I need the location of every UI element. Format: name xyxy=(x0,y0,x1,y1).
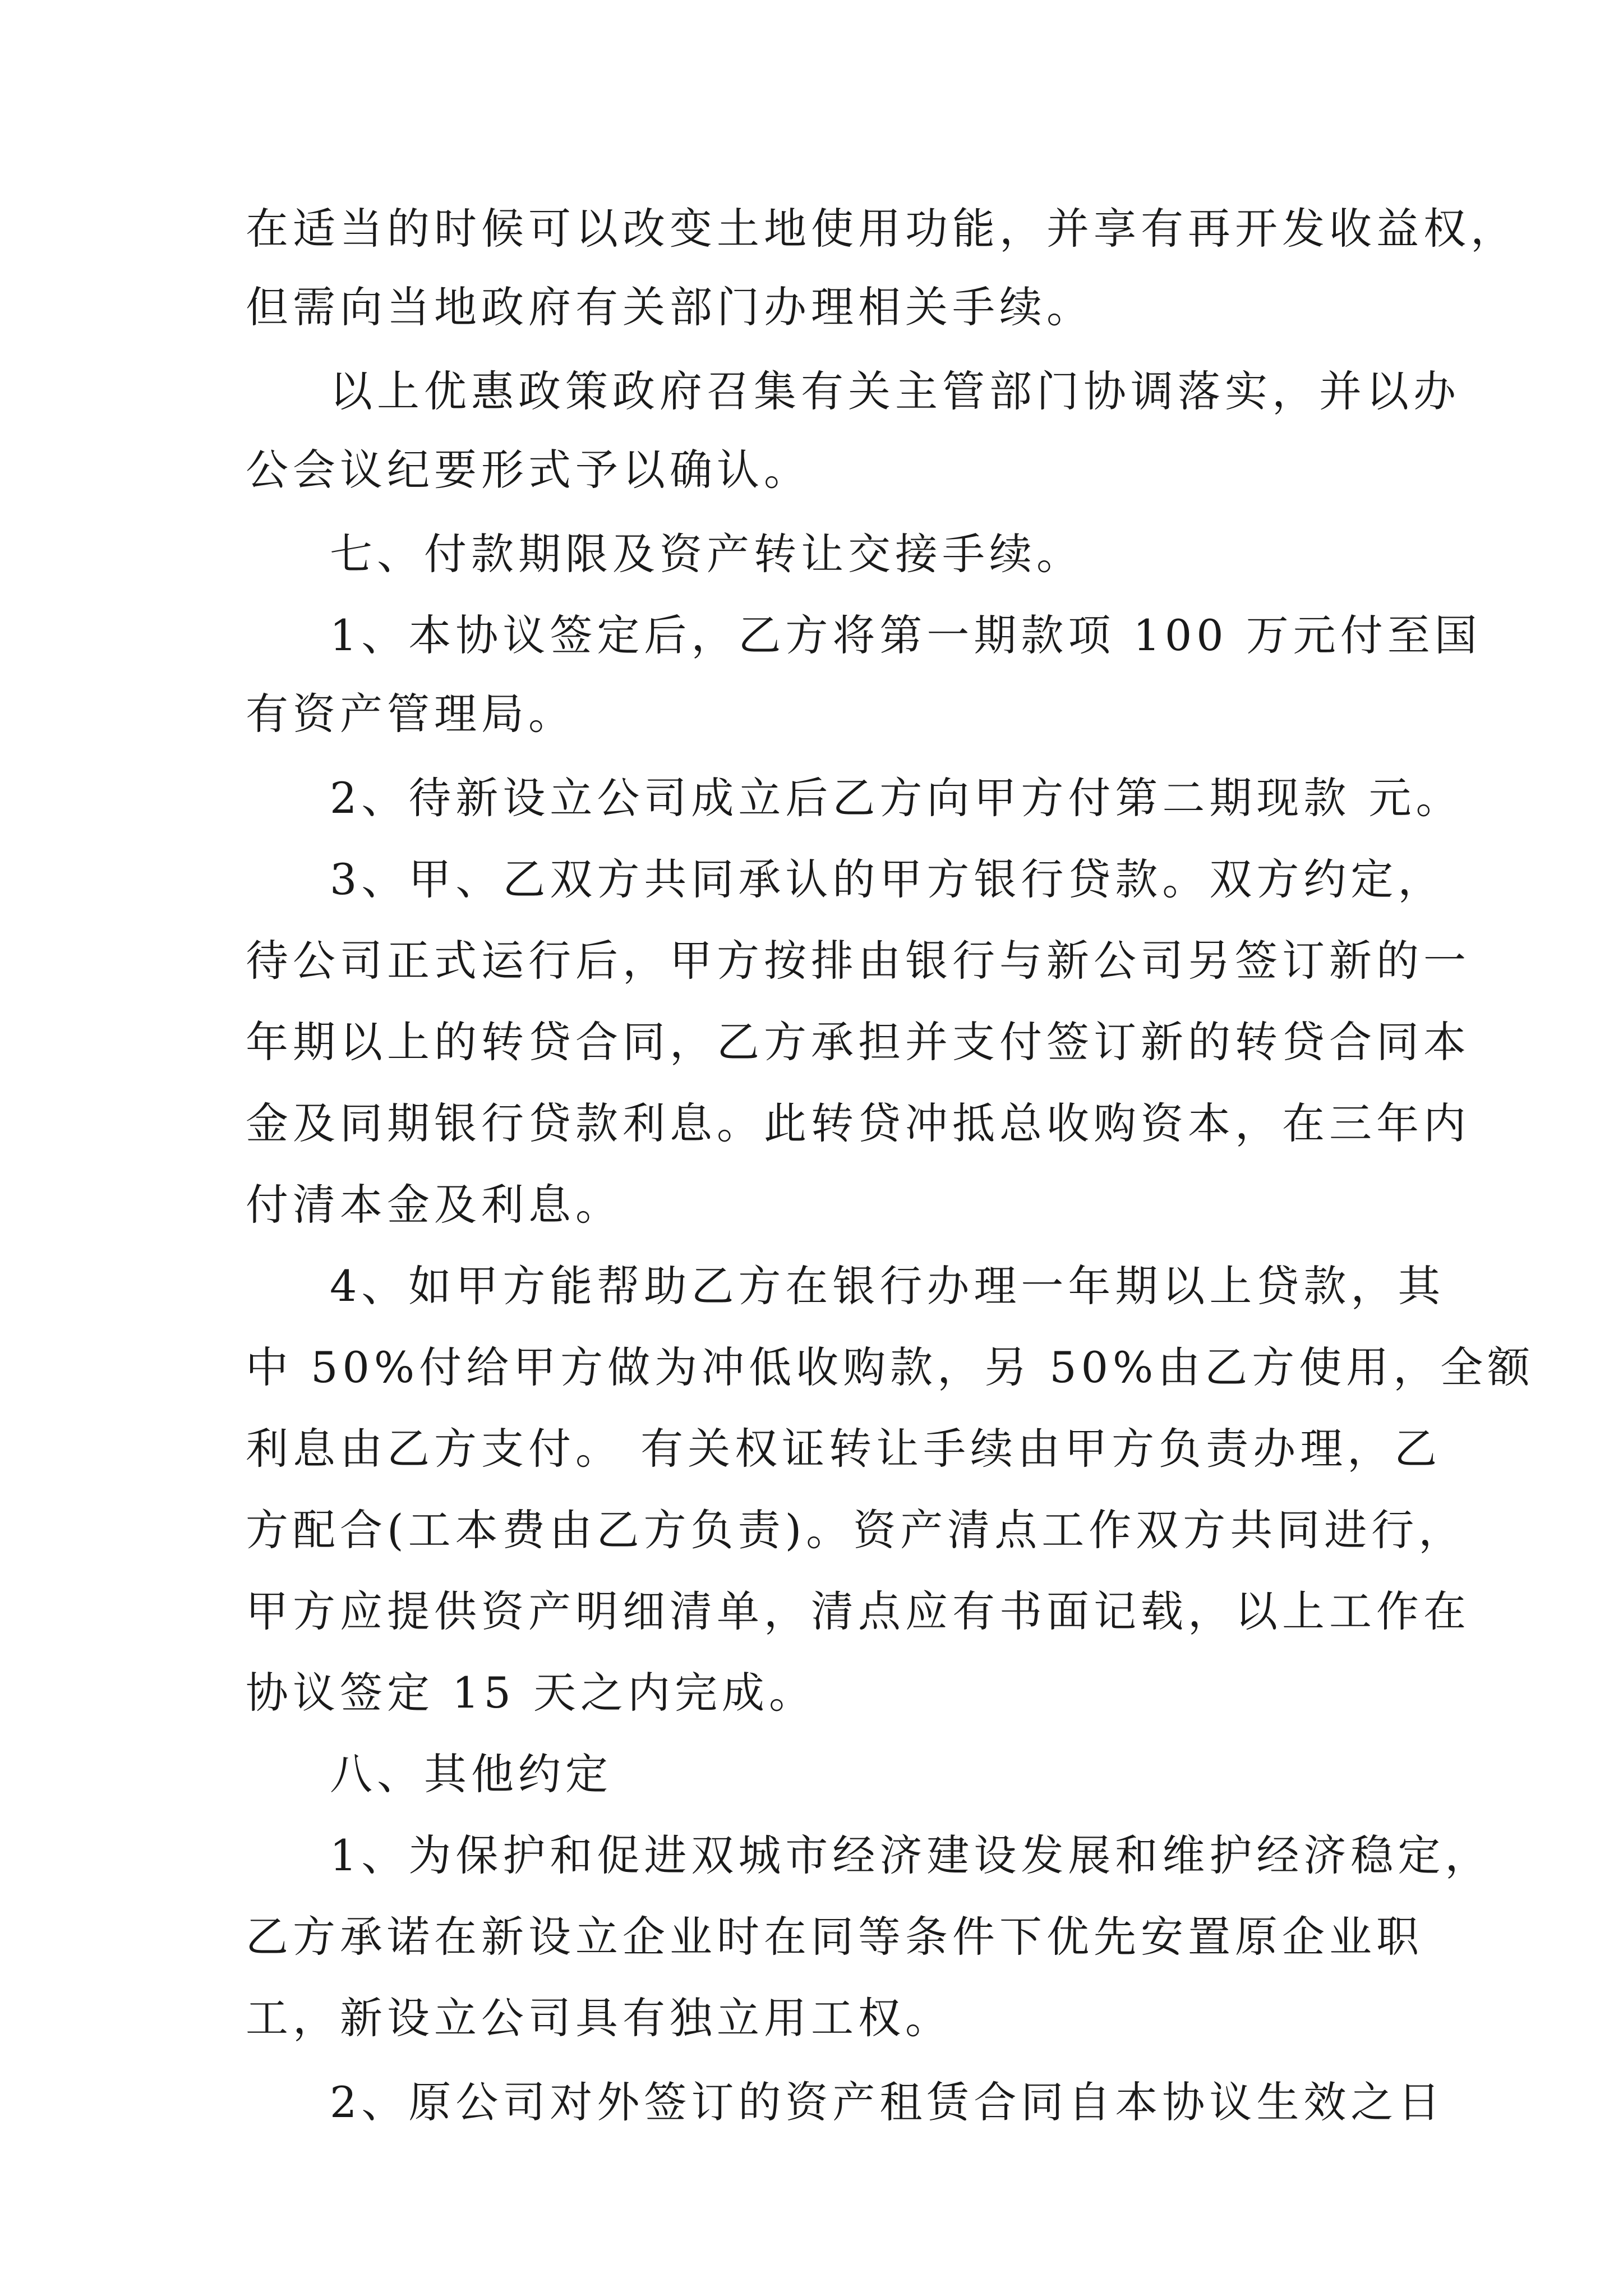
section-heading: 八、其他约定 xyxy=(330,1749,612,1799)
text-line: 在适当的时候可以改变土地使用功能，并享有再开发收益权， xyxy=(246,204,1518,254)
text-line: 1、为保护和促进双城市经济建设发展和维护经济稳定， xyxy=(330,1830,1492,1880)
text-line: 以上优惠政策政府召集有关主管部门协调落实，并以办 xyxy=(330,366,1460,416)
text-line: 3、甲、乙双方共同承认的甲方银行贷款。双方约定， xyxy=(330,854,1445,904)
text-line: 4、如甲方能帮助乙方在银行办理一年期以上贷款，其 xyxy=(330,1261,1445,1311)
text-line: 协议签定 15 天之内完成。 xyxy=(246,1668,817,1718)
text-line: 七、付款期限及资产转让交接手续。 xyxy=(330,529,1083,579)
text-line: 2、待新设立公司成立后乙方向甲方付第二期现款 元。 xyxy=(330,773,1463,823)
text-line: 但需向当地政府有关部门办理相关手续。 xyxy=(246,282,1094,332)
text-line: 2、原公司对外签订的资产租赁合同自本协议生效之日 xyxy=(330,2077,1445,2127)
text-line: 利息由乙方支付。 有关权证转让手续由甲方负责办理，乙 xyxy=(246,1424,1442,1474)
text-line: 付清本金及利息。 xyxy=(246,1180,623,1230)
text-line: 中 50%付给甲方做为冲低收购款，另 50%由乙方使用，全额 xyxy=(246,1342,1535,1392)
text-line: 金及同期银行贷款利息。此转贷冲抵总收购资本，在三年内 xyxy=(246,1098,1470,1148)
text-line: 年期以上的转贷合同，乙方承担并支付签订新的转贷合同本 xyxy=(246,1017,1470,1067)
text-line: 待公司正式运行后，甲方按排由银行与新公司另签订新的一 xyxy=(246,936,1470,986)
text-line: 1、本协议签定后，乙方将第一期款项 100 万元付至国 xyxy=(330,610,1482,660)
text-line: 公会议纪要形式予以确认。 xyxy=(246,445,811,495)
text-line: 有资产管理局。 xyxy=(246,689,575,739)
text-line: 工，新设立公司具有独立用工权。 xyxy=(246,1993,952,2043)
text-line: 方配合(工本费由乙方负责)。资产清点工作双方共同进行， xyxy=(246,1505,1466,1555)
text-line: 乙方承诺在新设立企业时在同等条件下优先安置原企业职 xyxy=(246,1912,1423,1962)
text-line: 甲方应提供资产明细清单，清点应有书面记载，以上工作在 xyxy=(246,1586,1470,1636)
